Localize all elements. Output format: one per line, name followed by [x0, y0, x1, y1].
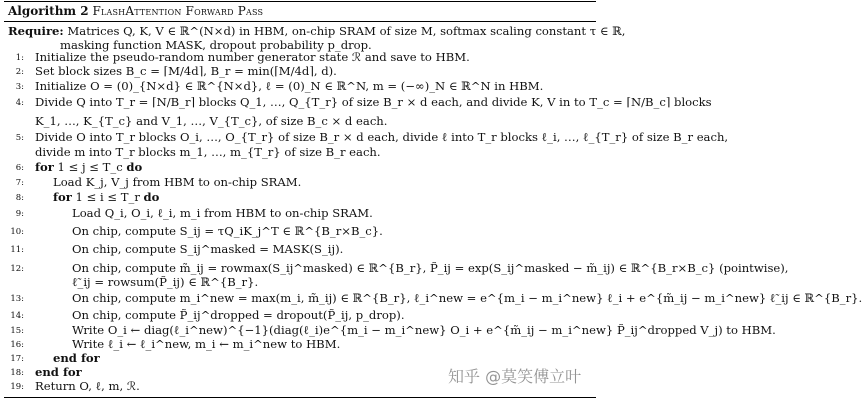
line-number: 10: [10, 227, 24, 237]
line-number: 3: [15, 82, 24, 92]
header-rule [4, 21, 596, 22]
line-text: Divide Q into T_r = ⌈N/B_r⌉ blocks Q_1, …, Q_{T_r} of size B_r × d each, and divide K, V in to T_c = ⌈N/B_c⌉ blocks [35, 95, 712, 109]
line-text: Set block sizes B_c = ⌈M/4d⌉, B_r = min(⌈M/4d⌉, d). [35, 64, 337, 78]
watermark: 知乎 @莫笑傅立叶 [448, 367, 582, 386]
line-number: 18: [10, 368, 24, 378]
line-text: Initialize O = (0)_{N×d} ∈ ℝ^{N×d}, ℓ = (0)_N ∈ ℝ^N, m = (−∞)_N ∈ ℝ^N in HBM. [35, 79, 544, 93]
line-text: ℓ̃_ij = rowsum(P̃_ij) ∈ ℝ^{B_r}. [72, 275, 259, 289]
bottom-rule [4, 397, 596, 398]
require-text-1: Matrices Q, K, V ∈ ℝ^(N×d) in HBM, on-chip SRAM of size M, softmax scaling constant τ ∈ ℝ, [67, 24, 626, 38]
line-text: for 1 ≤ j ≤ T_c do [35, 160, 143, 174]
line-text: Write ℓ_i ← ℓ_i^new, m_i ← m_i^new to HBM. [72, 337, 341, 351]
line-text: On chip, compute m_i^new = max(m_i, m̃_ij) ∈ ℝ^{B_r}, ℓ_i^new = e^{m_i − m_i^new} ℓ_i + e^{m̃_ij − m_i^new} ℓ̃_ij ∈ ℝ^{B_r}. [72, 291, 862, 305]
line-number: 17: [10, 354, 24, 364]
line-text: end for [35, 365, 82, 379]
line-number: 1: [15, 53, 24, 63]
top-rule [4, 1, 596, 2]
line-text: divide m into T_r blocks m_1, …, m_{T_r} of size B_r each. [35, 145, 381, 159]
line-text: Load Q_i, O_i, ℓ_i, m_i from HBM to on-chip SRAM. [72, 206, 373, 220]
line-text: Initialize the pseudo-random number generator state ℛ and save to HBM. [35, 50, 470, 64]
line-number: 14: [10, 311, 24, 321]
line-text: K_1, …, K_{T_c} and V_1, …, V_{T_c}, of size B_c × d each. [35, 114, 388, 128]
line-number: 12: [10, 264, 24, 274]
line-text: Load K_j, V_j from HBM to on-chip SRAM. [53, 175, 302, 189]
line-text: Return O, ℓ, m, ℛ. [35, 379, 140, 393]
line-number: 13: [10, 294, 24, 304]
line-number: 16: [10, 340, 24, 350]
line-number: 2: [15, 67, 24, 77]
line-number: 4: [15, 98, 24, 108]
require-label: Require: [8, 24, 64, 38]
algorithm-title [8, 4, 263, 18]
line-text: end for [53, 351, 100, 365]
line-text: On chip, compute m̃_ij = rowmax(S_ij^masked) ∈ ℝ^{B_r}, P̃_ij = exp(S_ij^masked − m̃_ij) ∈ ℝ^{B_r×B_c} (pointwise), [72, 261, 789, 275]
line-text: On chip, compute S_ij^masked = MASK(S_ij). [72, 242, 344, 256]
line-number: 7: [15, 178, 24, 188]
require-block [8, 24, 626, 53]
line-number: 5: [15, 133, 24, 143]
line-number: 6: [15, 163, 24, 173]
algorithm-label: Algorithm 2 [8, 4, 89, 18]
line-text: On chip, compute S_ij = τQ_iK_j^T ∈ ℝ^{B_r×B_c}. [72, 224, 383, 238]
line-number: 9: [15, 209, 24, 219]
line-number: 15: [10, 326, 24, 336]
line-text: Write O_i ← diag(ℓ_i^new)^{−1}(diag(ℓ_i)e^{m_i − m_i^new} O_i + e^{m̃_ij − m_i^new} P̃_ij^dropped V_j) to HBM. [72, 323, 776, 337]
line-text: On chip, compute P̃_ij^dropped = dropout(P̃_ij, p_drop). [72, 308, 405, 322]
line-number: 19: [10, 382, 24, 392]
line-number: 8: [15, 193, 24, 203]
algorithm-name: FlashAttention Forward Pass [92, 4, 264, 18]
line-text: Divide O into T_r blocks O_i, …, O_{T_r} of size B_r × d each, divide ℓ into T_r blocks ℓ_i, …, ℓ_{T_r} of size B_r each, [35, 130, 729, 144]
line-number: 11: [10, 245, 24, 255]
line-text: for 1 ≤ i ≤ T_r do [53, 190, 160, 204]
require-line-2: masking function MASK, dropout probability p_drop. [60, 37, 372, 52]
require-line-1 [8, 24, 626, 39]
